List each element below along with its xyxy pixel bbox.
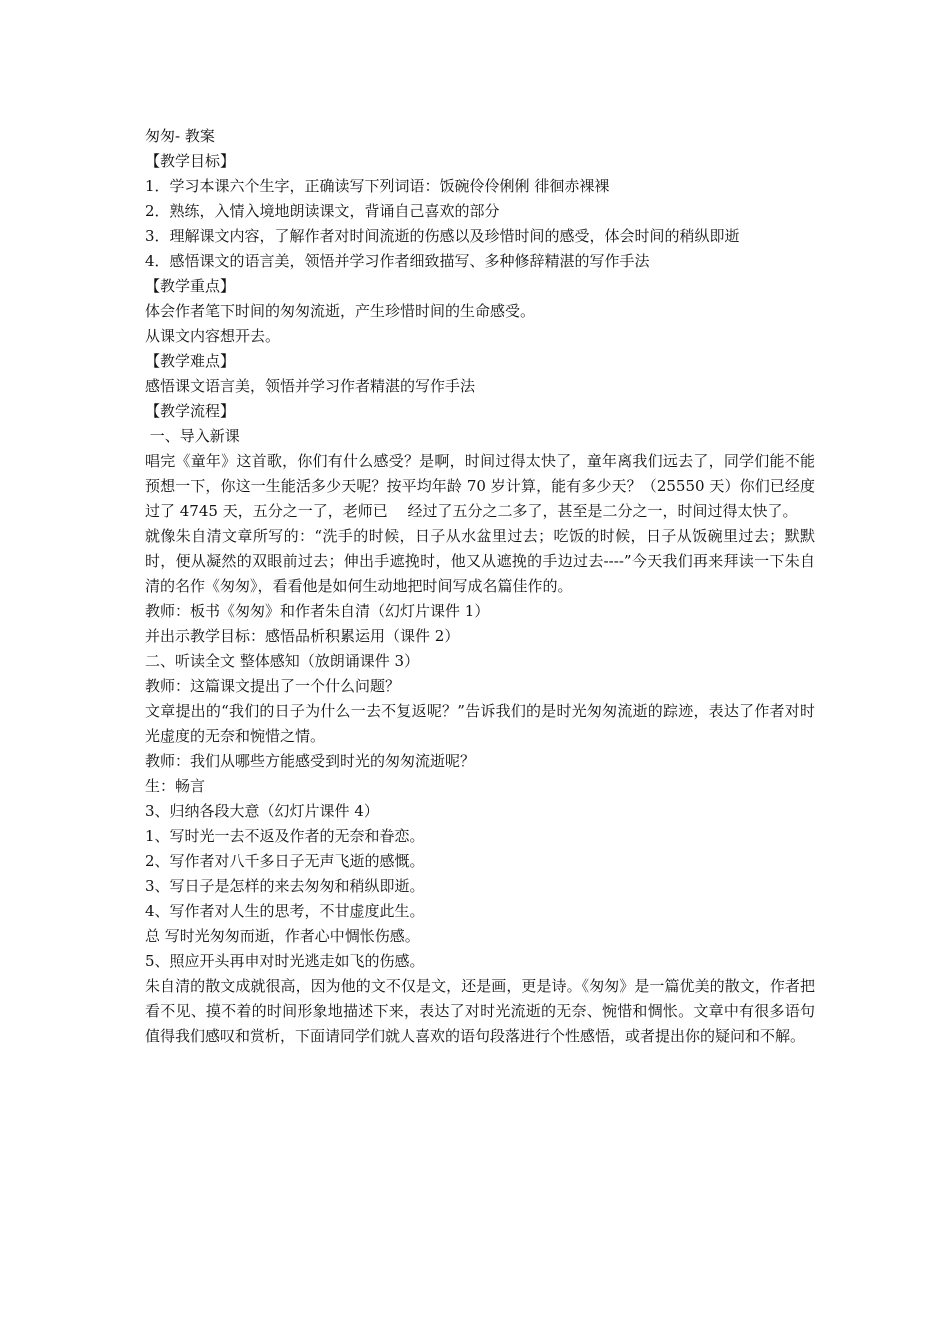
body-line: 教师：我们从哪些方能感受到时光的匆匆流逝呢？ [145,752,476,770]
body-line: 并出示教学目标：感悟品析积累运用（课件 2） [145,627,460,645]
document-body [145,124,815,1049]
summary-item: 1、写时光一去不返及作者的无奈和眷恋。 [145,827,425,845]
summary-item: 4、写作者对人生的思考，不甘虚度此生。 [145,902,425,920]
body-line: 生：畅言 [145,777,206,795]
section-heading-process: 【教学流程】 [145,402,236,420]
section-heading-key-points: 【教学重点】 [145,277,236,295]
summary-item: 总 写时光匆匆而逝，作者心中惆怅伤感。 [145,927,420,945]
body-line: 教师：这篇课文提出了一个什么问题？ [145,677,401,695]
difficulty-item: 感悟课文语言美，领悟并学习作者精湛的写作手法 [145,377,476,395]
goal-item: 2．熟练，入情入境地朗读课文，背诵自己喜欢的部分 [145,202,500,220]
process-step-heading: 一、导入新课 [145,427,240,445]
process-step-heading: 二、听读全文 整体感知（放朗诵课件 3） [145,652,420,670]
body-line: 教师：板书《匆匆》和作者朱自清（幻灯片课件 1） [145,602,490,620]
goal-item: 1．学习本课六个生字，正确读写下列词语：饭碗伶伶俐俐 徘徊赤裸裸 [145,177,610,195]
body-paragraph: 唱完《童年》这首歌，你们有什么感受？是啊，时间过得太快了，童年离我们远去了，同学们能不能预想一下，你这一生能活多少天呢？按平均年龄 70 岁计算，能有多少天？（25550 天）你们已经度过了 4745 天，五分之一了，老师已 经过了五分之二多了，甚至是二分之一，时间过得太快了。 [145,452,815,520]
goal-item: 3．理解课文内容，了解作者对时间流逝的伤感以及珍惜时间的感受，体会时间的稍纵即逝 [145,227,740,245]
summary-item: 2、写作者对八千多日子无声飞逝的感慨。 [145,852,425,870]
key-point-item: 从课文内容想开去。 [145,327,281,345]
goal-item: 4．感悟课文的语言美，领悟并学习作者细致描写、多种修辞精湛的写作手法 [145,252,650,270]
body-paragraph: 文章提出的“我们的日子为什么一去不复返呢？”告诉我们的是时光匆匆流逝的踪迹，表达了作者对时光虚度的无奈和惋惜之情。 [145,702,815,745]
body-paragraph: 朱自清的散文成就很高，因为他的文不仅是文，还是画，更是诗。《匆匆》是一篇优美的散文，作者把看不见、摸不着的时间形象地描述下来，表达了对时光流逝的无奈、惋惜和惆怅。文章中有很多语句值得我们感叹和赏析，下面请同学们就人喜欢的语句段落进行个性感悟，或者提出你的疑问和不解。 [145,977,815,1045]
summary-item: 5、照应开头再申对时光逃走如飞的伤感。 [145,952,425,970]
key-point-item: 体会作者笔下时间的匆匆流逝，产生珍惜时间的生命感受。 [145,302,536,320]
summary-item: 3、写日子是怎样的来去匆匆和稍纵即逝。 [145,877,425,895]
section-heading-goals: 【教学目标】 [145,152,236,170]
body-paragraph: 就像朱自清文章所写的：“洗手的时候，日子从水盆里过去；吃饭的时候，日子从饭碗里过去；默默时，便从凝然的双眼前过去；伸出手遮挽时，他又从遮挽的手边过去----”今天我们再来拜读一下朱自清的名作《匆匆》，看看他是如何生动地把时间写成名篇佳作的。 [145,527,815,595]
section-heading-difficulties: 【教学难点】 [145,352,236,370]
document-title: 匆匆- 教案 [145,127,215,145]
process-step-heading: 3、归纳各段大意（幻灯片课件 4） [145,802,379,820]
